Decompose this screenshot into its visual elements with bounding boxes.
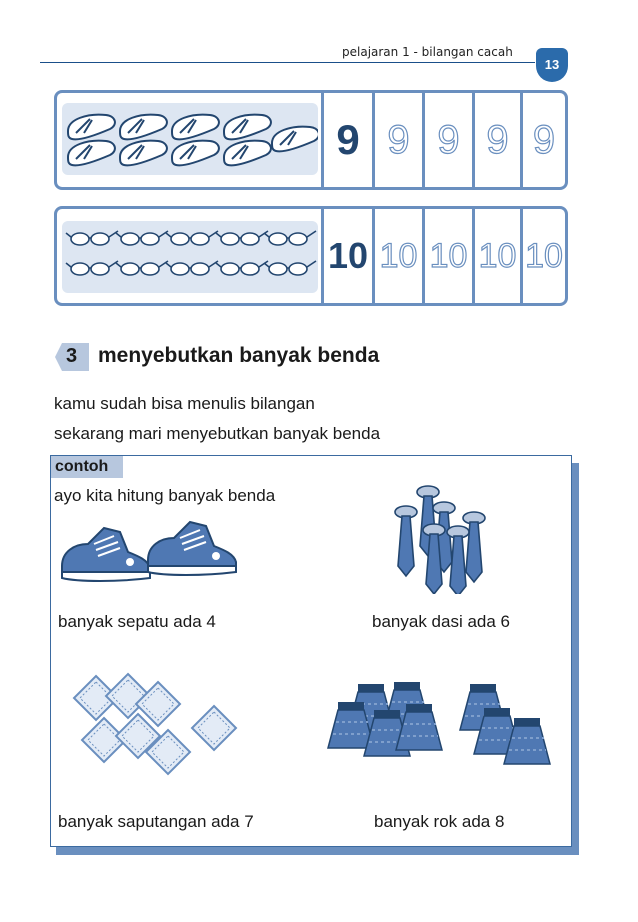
shoe-icon — [62, 528, 150, 581]
intro-line-2: sekarang mari menyebutkan banyak benda — [54, 424, 381, 443]
number-9: 9 — [321, 93, 372, 187]
trace-number: 9 — [520, 93, 565, 187]
glasses-icon — [264, 261, 316, 275]
tie-icon — [395, 506, 417, 576]
trace-number: 10 — [422, 209, 472, 303]
handkerchief-icon — [192, 706, 236, 750]
glasses-icon — [216, 261, 268, 275]
shoe-icon — [148, 522, 236, 575]
header-rule — [40, 62, 535, 63]
ties-illustration — [386, 484, 496, 594]
number-row-10 — [54, 206, 568, 306]
number-row-9 — [54, 90, 568, 190]
glasses-illustration — [62, 221, 318, 293]
caption-shoes: banyak sepatu ada 4 — [58, 612, 216, 631]
sandals-illustration — [62, 103, 318, 175]
glasses-icon — [264, 231, 316, 245]
glasses-icon — [116, 261, 168, 275]
caption-handkerchiefs: banyak saputangan ada 7 — [58, 812, 254, 831]
trace-number: 9 — [422, 93, 472, 187]
glasses-icon — [166, 231, 218, 245]
sandal-icon — [120, 115, 167, 140]
number-10: 10 — [321, 209, 372, 303]
glasses-icon — [216, 231, 268, 245]
caption-ties: banyak dasi ada 6 — [372, 612, 510, 631]
sandal-icon — [224, 141, 271, 166]
trace-number: 9 — [472, 93, 520, 187]
intro-line-1: kamu sudah bisa menulis bilangan — [54, 394, 315, 413]
glasses-icon — [66, 261, 118, 275]
shoes-illustration — [58, 512, 248, 584]
sandal-icon — [120, 141, 167, 166]
trace-number: 10 — [472, 209, 520, 303]
sandal-icon — [272, 127, 318, 152]
tie-icon — [463, 512, 485, 582]
section-title: menyebutkan banyak benda — [98, 344, 380, 367]
glasses-icon — [166, 261, 218, 275]
handkerchiefs-illustration — [66, 670, 256, 790]
example-label: contoh — [51, 456, 123, 478]
trace-number: 10 — [372, 209, 422, 303]
trace-number: 10 — [520, 209, 565, 303]
glasses-picture-panel — [62, 221, 318, 293]
skirts-illustration — [324, 680, 554, 790]
sandal-icon — [68, 115, 115, 140]
page-number: 13 — [536, 48, 568, 82]
sandal-icon — [224, 115, 271, 140]
section-number-badge — [54, 342, 88, 372]
lesson-title: pelajaran 1 - bilangan cacah — [342, 45, 513, 59]
trace-number: 9 — [372, 93, 422, 187]
glasses-icon — [116, 231, 168, 245]
sandal-picture-panel — [62, 103, 318, 175]
sandal-icon — [172, 115, 219, 140]
section-number: 3 — [66, 345, 78, 367]
caption-skirts: banyak rok ada 8 — [374, 812, 505, 831]
sandal-icon — [68, 141, 115, 166]
glasses-icon — [66, 231, 118, 245]
sandal-icon — [172, 141, 219, 166]
example-lead: ayo kita hitung banyak benda — [54, 486, 276, 505]
